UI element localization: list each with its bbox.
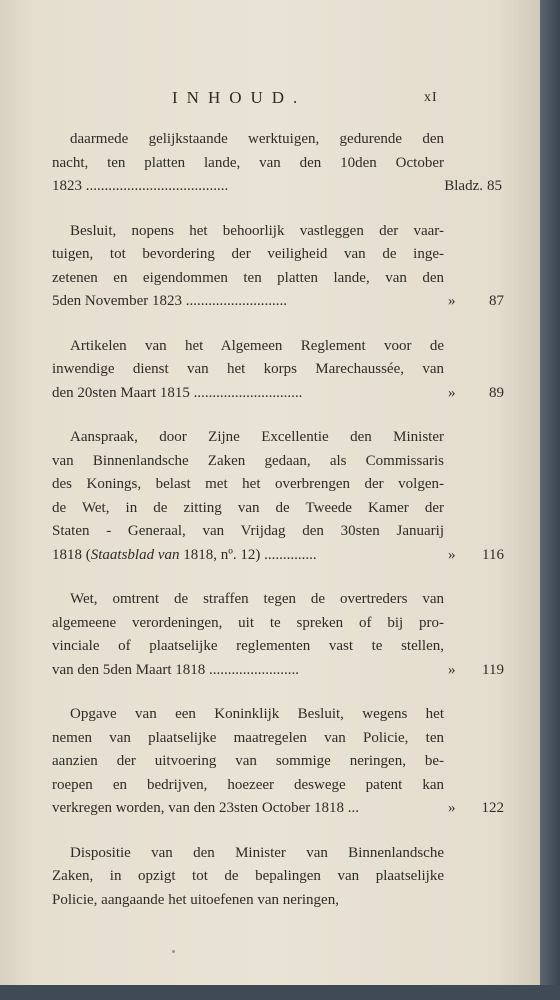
toc-entry-line [52,243,444,267]
toc-entry-line [52,842,444,866]
paper-speck [172,950,175,953]
toc-entry-text: Artikelen van het Algemeen Reglement voor de [70,337,444,354]
toc-entry-text: nacht, ten platten lande, van den 10den October [52,154,444,171]
toc-entry [52,220,504,314]
toc-entry-text: vinciale of plaatselijke reglementen vast te stellen, [52,638,444,654]
reference-prefix: » [448,293,456,309]
toc-entry-text: van den 5den Maart 1818 [52,661,206,678]
italic-source-title: Staatsblad van [90,546,180,563]
toc-entry-line [52,865,444,889]
toc-page-reference [444,382,504,406]
toc-entry-text: Dispositie van den Minister van Binnenlandsche [70,844,444,861]
dot-leaders: ... [347,800,359,816]
toc-entry-text: de Wet, in de zitting van de Tweede Kamer der [52,499,444,516]
table-of-contents [52,128,504,933]
toc-entry-text: zetenen en eigendommen ten platten lande, van den [52,269,444,286]
toc-entry-line [52,497,444,521]
toc-entry [52,703,504,821]
toc-entry-text: 1818 (Staatsblad van 1818, nº. 12) [52,546,261,563]
dot-leaders: .............. [264,546,317,563]
toc-entry-line [52,703,444,727]
dot-leaders: ........................ [209,661,300,678]
toc-entry-text: 5den November 1823 [52,293,182,309]
toc-entry-text: daarmede gelijkstaande werktuigen, gedurende den [70,131,444,147]
toc-entry-text: Zaken, in opzigt tot de bepalingen van plaatselijke [52,868,444,884]
dot-leaders: ............................. [193,384,303,401]
reference-prefix: » [448,800,456,816]
toc-entry-text: Aanspraak, door Zijne Excellentie den Minister [70,429,444,445]
toc-entry-line [52,450,444,474]
toc-entry-text: tuigen, tot bevordering der veiligheid van de inge- [52,246,444,262]
toc-entry-line [52,797,444,821]
toc-entry [52,426,504,567]
reference-page-number: 87 [489,293,504,309]
toc-entry-line [52,175,444,199]
running-title: INHOUD. [172,88,307,107]
reference-prefix: » [448,661,456,678]
page-number: xI [424,90,438,105]
toc-entry-text: des Konings, belast met het overbrengen der volgen- [52,476,444,492]
toc-entry-text: Besluit, nopens het behoorlijk vastleggen der vaar- [70,222,444,239]
toc-entry-text: Wet, omtrent de straffen tegen de overtreders van [70,591,444,607]
toc-entry-text: verkregen worden, van den 23sten October 1818 [52,800,344,816]
dot-leaders: ........................... [185,293,287,309]
toc-entry-line [52,588,444,612]
toc-entry-line [52,267,444,291]
bottom-edge-shadow [0,985,560,1000]
toc-entry-text: aanzien der uitvoering van sommige neringen, be- [52,753,444,769]
toc-entry-text: nemen van plaatselijke maatregelen van Policie, ten [52,729,444,746]
reference-page-number: 89 [489,384,504,401]
toc-entry-line [52,473,444,497]
toc-page-reference [444,659,504,683]
toc-entry-text: 1823 [52,178,82,194]
toc-entry [52,335,504,406]
toc-entry-line [52,128,444,152]
reference-prefix: » [448,384,456,401]
reference-page-number: 85 [487,178,502,194]
toc-entry-text: algemeene verordeningen, uit te spreken of bij pro- [52,614,444,631]
toc-entry [52,588,504,682]
toc-entry-line [52,358,444,382]
page-edge-shadow [540,0,560,1000]
toc-entry-line [52,612,444,636]
toc-entry-line [52,774,444,798]
toc-page-reference [422,175,502,199]
toc-entry-line [52,727,444,751]
reference-prefix: » [448,546,456,563]
toc-entry [52,128,502,199]
toc-entry-line [52,889,444,913]
toc-entry-line [52,635,444,659]
toc-entry-line [52,426,444,450]
reference-prefix: Bladz. [444,178,483,194]
toc-entry-line [52,544,444,568]
toc-entry [52,842,444,913]
page-header [0,88,540,114]
toc-entry-line [52,750,444,774]
toc-page-reference [444,290,504,314]
toc-entry-text: Opgave van een Koninklijk Besluit, wegens het [70,706,444,722]
toc-entry-line [52,152,444,176]
toc-entry-text: Policie, aangaande het uitoefenen van neringen, [52,891,339,908]
toc-entry-text: Staten - Generaal, van Vrijdag den 30sten Januarij [52,523,444,539]
toc-entry-text: inwendige dienst van het korps Marechaussée, van [52,361,444,377]
toc-entry-text: roepen en bedrijven, hoezeer deswege patent kan [52,776,444,793]
toc-entry-line [52,659,444,683]
reference-page-number: 116 [482,546,504,563]
toc-entry-line [52,335,444,359]
toc-entry-text: den 20sten Maart 1815 [52,384,190,401]
toc-entry-line [52,220,444,244]
reference-page-number: 122 [481,800,504,816]
toc-entry-line [52,290,444,314]
toc-entry-line [52,382,444,406]
reference-page-number: 119 [482,661,504,678]
toc-page-reference [444,797,504,821]
toc-entry-line [52,520,444,544]
dot-leaders: ...................................... [85,178,229,194]
toc-page-reference [444,544,504,568]
toc-entry-text: van Binnenlandsche Zaken gedaan, als Commissaris [52,452,444,469]
